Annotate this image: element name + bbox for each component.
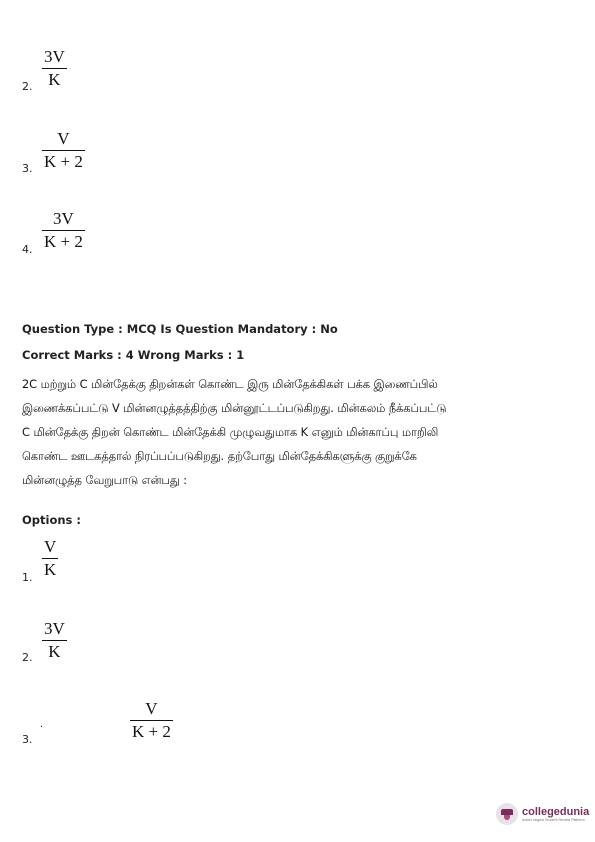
numerator: 3V [53,209,74,228]
options-label: Options : [22,513,81,527]
fraction [42,538,58,579]
question-line: கொண்ட ஊடகத்தால் நிரப்பப்படுகிறது. தற்போது மின்தேக்கிகளுக்கு குறுக்கே [22,450,417,463]
numerator: 3V [44,619,65,638]
option-number: 2. [22,80,33,93]
collegedunia-logo [496,803,589,825]
fraction-bar [42,230,85,231]
logo-name: collegedunia [522,806,590,818]
denominator: K + 2 [132,722,171,741]
fraction [42,210,85,251]
fraction-bar [42,558,58,559]
option-number: 1. [22,571,33,584]
option-number: 4. [22,243,33,256]
question-line: இணைக்கப்பட்டு V மின்னழுத்தத்திற்கு மின்னூட்டப்படுகிறது. மின்கலம் நீக்கப்பட்டு [22,402,447,415]
option-marker: · [40,722,44,733]
option-number: 2. [22,651,33,664]
question-type-line: Question Type : MCQ Is Question Mandatory : No [22,322,338,336]
fraction [42,620,67,661]
denominator: K + 2 [44,152,83,171]
question-line: C மின்தேக்கு திறன் கொண்ட மின்தேக்கி முழுவதுமாக K எனும் மின்காப்பு மாறிலி [22,426,439,439]
numerator: V [44,537,57,556]
numerator: V [57,129,70,148]
fraction-bar [42,640,67,641]
question-line: மின்னழுத்த வேறுபாடு என்பது : [22,474,188,487]
fraction-bar [42,150,85,151]
question-line: 2C மற்றும் C மின்தேக்கு திறன்கள் கொண்ட இரு மின்தேக்கிகள் பக்க இணைப்பில் [22,378,438,391]
fraction [130,700,173,741]
option-number: 3. [22,162,33,175]
question-text [22,373,577,493]
denominator: K [48,70,61,89]
graduation-cap-icon [496,803,518,825]
marks-line: Correct Marks : 4 Wrong Marks : 1 [22,348,245,362]
numerator: 3V [44,47,65,66]
numerator: V [145,699,158,718]
logo-text [522,806,589,822]
fraction [42,130,85,171]
denominator: K [44,560,57,579]
logo-tagline: India's largest Student Review Platform [522,818,585,822]
denominator: K + 2 [44,232,83,251]
fraction-bar [42,68,67,69]
option-number: 3. [22,733,33,746]
fraction [42,48,67,89]
fraction-bar [130,720,173,721]
denominator: K [48,642,61,661]
